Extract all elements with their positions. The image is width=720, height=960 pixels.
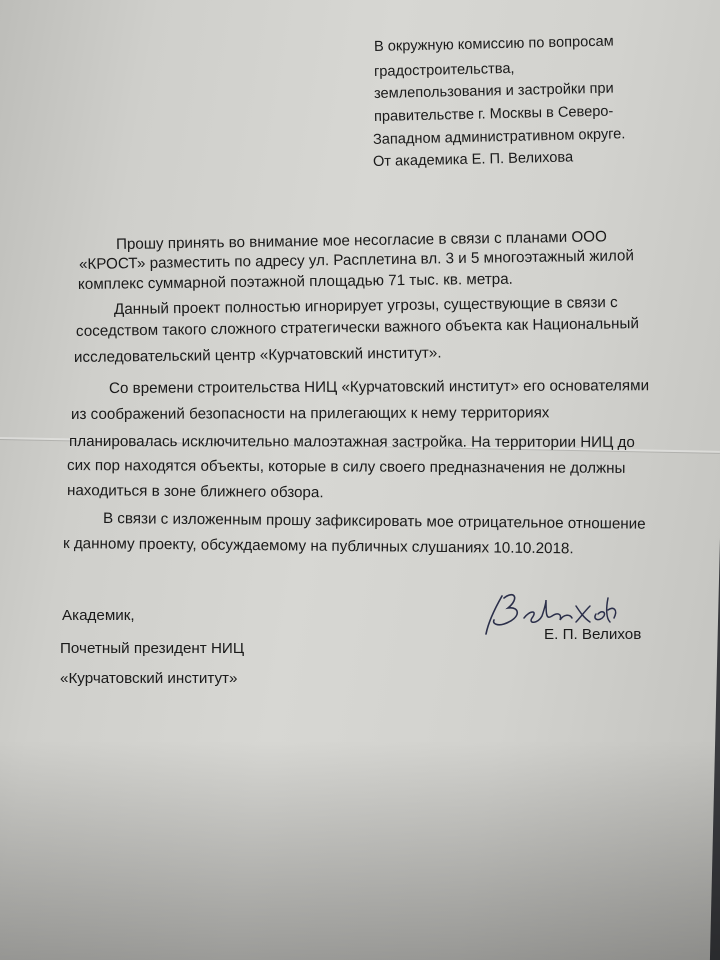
signatory-name: Е. П. Велихов <box>544 626 642 643</box>
body-line: находиться в зоне ближнего обзора. <box>66 482 324 502</box>
body-line: Данный проект полностью игнорирует угрозы, существующие в связи с <box>113 293 618 318</box>
addressee-line: Западном административном округе. <box>372 126 626 148</box>
addressee-line: В окружную комиссию по вопросам <box>373 33 614 55</box>
body-line: комплекс суммарной поэтажной площадью 71 тыс. кв. метра. <box>77 270 513 293</box>
signatory-title-line: Почетный президент НИЦ <box>60 640 245 657</box>
addressee-line: правительстве г. Москвы в Северо- <box>373 103 614 125</box>
body-line: «КРОСТ» разместить по адресу ул. Расплетина вл. 3 и 5 многоэтажный жилой <box>78 247 635 273</box>
signatory-title-line: «Курчатовский институт» <box>60 670 238 687</box>
body-line: соседством такого сложного стратегически важного объекта как Национальный <box>75 315 639 340</box>
signatory-title-line: Академик, <box>62 607 135 624</box>
body-line: планировалась исключительно малоэтажная застройка. На территории НИЦ до <box>68 433 635 451</box>
body-line: Со времени строительства НИЦ «Курчатовский институт» его основателями <box>108 377 650 397</box>
body-line: исследовательский центр «Курчатовский институт». <box>73 344 442 366</box>
addressee-line: землепользования и застройки при <box>373 80 614 102</box>
body-line: В связи с изложенным прошу зафиксировать мое отрицательное отношение <box>102 510 646 533</box>
addressee-line: градостроительства, <box>373 60 515 80</box>
body-line: сих пор находятся объекты, которые в силу своего предназначения не должны <box>66 457 626 477</box>
body-line: Прошу принять во внимание мое несогласие в связи с планами ООО <box>115 228 607 253</box>
addressee-line: От академика Е. П. Велихова <box>372 149 574 170</box>
body-line: из соображений безопасности на прилегающих к нему территориях <box>70 404 550 423</box>
body-line: к данному проекту, обсуждаемому на публичных слушаниях 10.10.2018. <box>62 535 574 558</box>
